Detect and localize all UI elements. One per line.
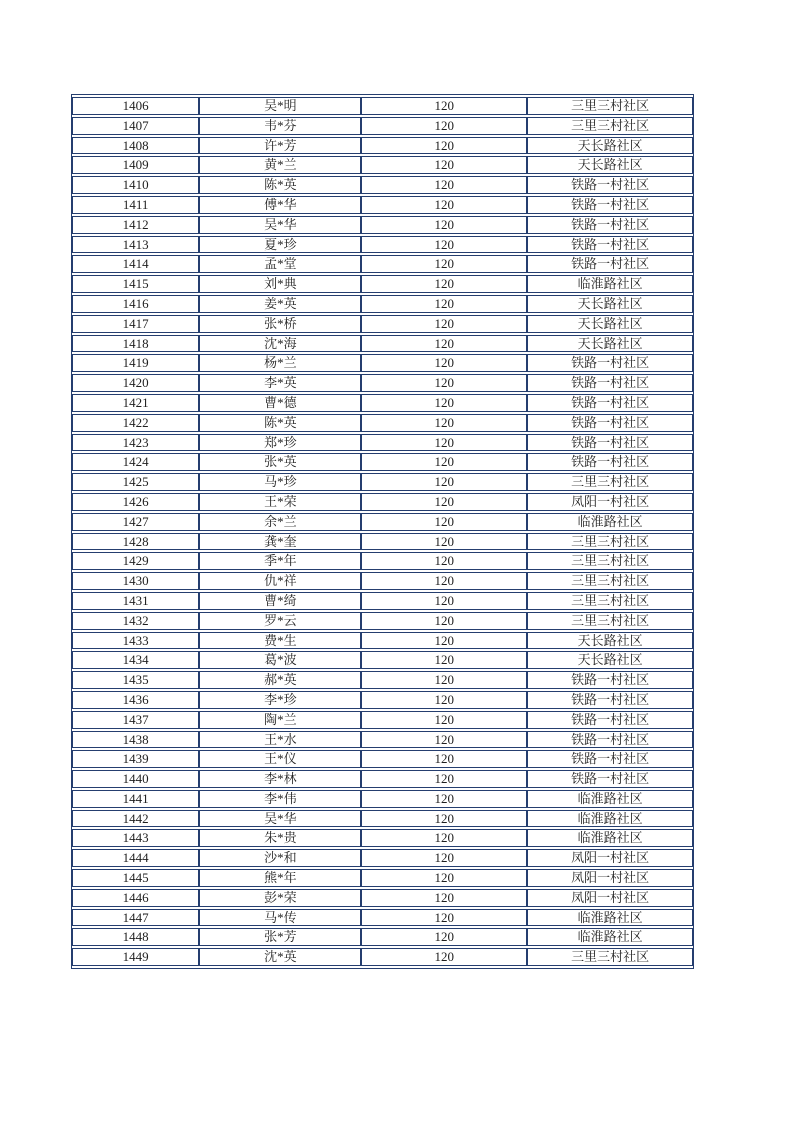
cell-amount: 120 (361, 453, 527, 471)
cell-community: 天长路社区 (527, 651, 693, 669)
cell-masked-name: 郑*珍 (199, 434, 361, 452)
cell-community: 三里三村社区 (527, 572, 693, 590)
cell-amount: 120 (361, 612, 527, 630)
cell-serial-number: 1435 (72, 671, 199, 689)
cell-amount: 120 (361, 889, 527, 907)
cell-amount: 120 (361, 335, 527, 353)
cell-masked-name: 季*年 (199, 552, 361, 570)
table-row (72, 176, 693, 194)
cell-masked-name: 吴*华 (199, 216, 361, 234)
cell-masked-name: 王*水 (199, 731, 361, 749)
cell-amount: 120 (361, 810, 527, 828)
table-row (72, 592, 693, 610)
cell-community: 铁路一村社区 (527, 671, 693, 689)
cell-amount: 120 (361, 137, 527, 155)
table-row (72, 473, 693, 491)
cell-masked-name: 陈*英 (199, 414, 361, 432)
table-row (72, 612, 693, 630)
cell-community: 三里三村社区 (527, 473, 693, 491)
cell-serial-number: 1411 (72, 196, 199, 214)
cell-masked-name: 费*生 (199, 632, 361, 650)
cell-community: 三里三村社区 (527, 97, 693, 115)
cell-amount: 120 (361, 236, 527, 254)
cell-masked-name: 沙*和 (199, 849, 361, 867)
cell-masked-name: 沈*海 (199, 335, 361, 353)
cell-amount: 120 (361, 711, 527, 729)
cell-masked-name: 王*荣 (199, 493, 361, 511)
cell-serial-number: 1446 (72, 889, 199, 907)
table-row (72, 849, 693, 867)
table-row (72, 889, 693, 907)
cell-community: 铁路一村社区 (527, 196, 693, 214)
cell-community: 天长路社区 (527, 315, 693, 333)
cell-amount: 120 (361, 948, 527, 966)
cell-amount: 120 (361, 651, 527, 669)
cell-serial-number: 1448 (72, 928, 199, 946)
table-row (72, 196, 693, 214)
table-row (72, 731, 693, 749)
cell-community: 三里三村社区 (527, 552, 693, 570)
cell-community: 凤阳一村社区 (527, 849, 693, 867)
cell-amount: 120 (361, 117, 527, 135)
cell-community: 天长路社区 (527, 156, 693, 174)
cell-serial-number: 1427 (72, 513, 199, 531)
table-row (72, 295, 693, 313)
cell-serial-number: 1425 (72, 473, 199, 491)
cell-serial-number: 1409 (72, 156, 199, 174)
table-row (72, 651, 693, 669)
table-row (72, 513, 693, 531)
cell-amount: 120 (361, 196, 527, 214)
cell-amount: 120 (361, 513, 527, 531)
cell-community: 铁路一村社区 (527, 394, 693, 412)
cell-community: 凤阳一村社区 (527, 889, 693, 907)
cell-serial-number: 1429 (72, 552, 199, 570)
cell-masked-name: 姜*英 (199, 295, 361, 313)
cell-community: 铁路一村社区 (527, 236, 693, 254)
cell-community: 三里三村社区 (527, 533, 693, 551)
table-row (72, 394, 693, 412)
cell-serial-number: 1418 (72, 335, 199, 353)
cell-amount: 120 (361, 572, 527, 590)
cell-community: 铁路一村社区 (527, 414, 693, 432)
cell-serial-number: 1421 (72, 394, 199, 412)
cell-masked-name: 李*伟 (199, 790, 361, 808)
cell-serial-number: 1417 (72, 315, 199, 333)
table-row (72, 829, 693, 847)
cell-masked-name: 罗*云 (199, 612, 361, 630)
cell-amount: 120 (361, 928, 527, 946)
table-row (72, 335, 693, 353)
cell-community: 凤阳一村社区 (527, 493, 693, 511)
cell-community: 铁路一村社区 (527, 216, 693, 234)
cell-amount: 120 (361, 97, 527, 115)
table-row (72, 711, 693, 729)
cell-community: 临淮路社区 (527, 909, 693, 927)
cell-amount: 120 (361, 156, 527, 174)
table-row (72, 374, 693, 392)
cell-serial-number: 1420 (72, 374, 199, 392)
table-row (72, 552, 693, 570)
cell-amount: 120 (361, 374, 527, 392)
table-row (72, 354, 693, 372)
cell-amount: 120 (361, 829, 527, 847)
cell-serial-number: 1430 (72, 572, 199, 590)
table-row (72, 533, 693, 551)
table-row (72, 275, 693, 293)
cell-masked-name: 吴*华 (199, 810, 361, 828)
cell-serial-number: 1438 (72, 731, 199, 749)
cell-masked-name: 朱*贵 (199, 829, 361, 847)
cell-masked-name: 张*英 (199, 453, 361, 471)
cell-masked-name: 陈*英 (199, 176, 361, 194)
cell-amount: 120 (361, 176, 527, 194)
cell-amount: 120 (361, 533, 527, 551)
cell-serial-number: 1442 (72, 810, 199, 828)
cell-serial-number: 1415 (72, 275, 199, 293)
cell-serial-number: 1426 (72, 493, 199, 511)
table-row (72, 790, 693, 808)
table-row (72, 453, 693, 471)
cell-amount: 120 (361, 750, 527, 768)
cell-community: 临淮路社区 (527, 275, 693, 293)
table-row (72, 770, 693, 788)
cell-serial-number: 1408 (72, 137, 199, 155)
cell-community: 临淮路社区 (527, 829, 693, 847)
cell-amount: 120 (361, 869, 527, 887)
cell-masked-name: 夏*珍 (199, 236, 361, 254)
cell-community: 铁路一村社区 (527, 691, 693, 709)
cell-community: 铁路一村社区 (527, 750, 693, 768)
cell-community: 凤阳一村社区 (527, 869, 693, 887)
cell-amount: 120 (361, 473, 527, 491)
cell-amount: 120 (361, 731, 527, 749)
cell-serial-number: 1422 (72, 414, 199, 432)
cell-community: 三里三村社区 (527, 592, 693, 610)
cell-community: 天长路社区 (527, 335, 693, 353)
table-row (72, 117, 693, 135)
cell-amount: 120 (361, 434, 527, 452)
cell-serial-number: 1439 (72, 750, 199, 768)
table-row (72, 434, 693, 452)
cell-amount: 120 (361, 255, 527, 273)
cell-serial-number: 1424 (72, 453, 199, 471)
cell-serial-number: 1443 (72, 829, 199, 847)
table-body (72, 97, 693, 966)
table-row (72, 691, 693, 709)
cell-serial-number: 1432 (72, 612, 199, 630)
cell-amount: 120 (361, 414, 527, 432)
cell-masked-name: 仇*祥 (199, 572, 361, 590)
cell-amount: 120 (361, 770, 527, 788)
table-row (72, 869, 693, 887)
cell-serial-number: 1449 (72, 948, 199, 966)
table-row (72, 928, 693, 946)
cell-masked-name: 李*珍 (199, 691, 361, 709)
cell-amount: 120 (361, 592, 527, 610)
cell-community: 铁路一村社区 (527, 255, 693, 273)
cell-amount: 120 (361, 315, 527, 333)
cell-community: 铁路一村社区 (527, 711, 693, 729)
cell-serial-number: 1444 (72, 849, 199, 867)
cell-serial-number: 1434 (72, 651, 199, 669)
cell-community: 铁路一村社区 (527, 374, 693, 392)
cell-amount: 120 (361, 909, 527, 927)
cell-amount: 120 (361, 671, 527, 689)
cell-serial-number: 1410 (72, 176, 199, 194)
cell-serial-number: 1441 (72, 790, 199, 808)
cell-community: 临淮路社区 (527, 810, 693, 828)
table-row (72, 493, 693, 511)
cell-serial-number: 1414 (72, 255, 199, 273)
cell-masked-name: 熊*年 (199, 869, 361, 887)
cell-masked-name: 刘*典 (199, 275, 361, 293)
cell-amount: 120 (361, 632, 527, 650)
cell-amount: 120 (361, 394, 527, 412)
table-row (72, 137, 693, 155)
table-row (72, 315, 693, 333)
cell-serial-number: 1407 (72, 117, 199, 135)
cell-masked-name: 葛*波 (199, 651, 361, 669)
cell-masked-name: 马*传 (199, 909, 361, 927)
cell-community: 天长路社区 (527, 137, 693, 155)
cell-serial-number: 1406 (72, 97, 199, 115)
cell-masked-name: 黄*兰 (199, 156, 361, 174)
cell-masked-name: 曹*绮 (199, 592, 361, 610)
cell-community: 铁路一村社区 (527, 176, 693, 194)
cell-amount: 120 (361, 790, 527, 808)
table-row (72, 572, 693, 590)
table-row (72, 948, 693, 966)
cell-serial-number: 1440 (72, 770, 199, 788)
cell-serial-number: 1416 (72, 295, 199, 313)
cell-amount: 120 (361, 552, 527, 570)
table-row (72, 671, 693, 689)
cell-serial-number: 1437 (72, 711, 199, 729)
cell-serial-number: 1423 (72, 434, 199, 452)
cell-amount: 120 (361, 354, 527, 372)
cell-serial-number: 1436 (72, 691, 199, 709)
beneficiary-table (71, 94, 694, 969)
cell-serial-number: 1413 (72, 236, 199, 254)
cell-masked-name: 张*芳 (199, 928, 361, 946)
cell-masked-name: 吴*明 (199, 97, 361, 115)
cell-serial-number: 1412 (72, 216, 199, 234)
cell-community: 铁路一村社区 (527, 354, 693, 372)
cell-community: 天长路社区 (527, 632, 693, 650)
cell-masked-name: 韦*芬 (199, 117, 361, 135)
cell-serial-number: 1431 (72, 592, 199, 610)
cell-amount: 120 (361, 275, 527, 293)
cell-serial-number: 1447 (72, 909, 199, 927)
table-row (72, 632, 693, 650)
cell-community: 天长路社区 (527, 295, 693, 313)
cell-masked-name: 沈*英 (199, 948, 361, 966)
cell-community: 铁路一村社区 (527, 770, 693, 788)
table-row (72, 236, 693, 254)
cell-masked-name: 杨*兰 (199, 354, 361, 372)
table-row (72, 97, 693, 115)
cell-masked-name: 李*林 (199, 770, 361, 788)
cell-community: 三里三村社区 (527, 117, 693, 135)
cell-community: 三里三村社区 (527, 948, 693, 966)
cell-serial-number: 1445 (72, 869, 199, 887)
table-row (72, 909, 693, 927)
cell-amount: 120 (361, 691, 527, 709)
cell-serial-number: 1433 (72, 632, 199, 650)
cell-amount: 120 (361, 295, 527, 313)
cell-community: 铁路一村社区 (527, 434, 693, 452)
cell-amount: 120 (361, 216, 527, 234)
cell-masked-name: 郝*英 (199, 671, 361, 689)
cell-masked-name: 马*珍 (199, 473, 361, 491)
cell-community: 临淮路社区 (527, 790, 693, 808)
cell-masked-name: 张*桥 (199, 315, 361, 333)
cell-community: 临淮路社区 (527, 928, 693, 946)
cell-masked-name: 傅*华 (199, 196, 361, 214)
cell-community: 临淮路社区 (527, 513, 693, 531)
cell-serial-number: 1428 (72, 533, 199, 551)
cell-community: 铁路一村社区 (527, 731, 693, 749)
cell-masked-name: 龚*奎 (199, 533, 361, 551)
table-row (72, 414, 693, 432)
cell-masked-name: 李*英 (199, 374, 361, 392)
cell-masked-name: 王*仪 (199, 750, 361, 768)
table-row (72, 750, 693, 768)
cell-masked-name: 陶*兰 (199, 711, 361, 729)
table-row (72, 216, 693, 234)
cell-community: 三里三村社区 (527, 612, 693, 630)
cell-masked-name: 孟*堂 (199, 255, 361, 273)
table-row (72, 255, 693, 273)
table-row (72, 810, 693, 828)
cell-masked-name: 余*兰 (199, 513, 361, 531)
cell-community: 铁路一村社区 (527, 453, 693, 471)
cell-masked-name: 许*芳 (199, 137, 361, 155)
cell-amount: 120 (361, 849, 527, 867)
cell-masked-name: 彭*荣 (199, 889, 361, 907)
cell-amount: 120 (361, 493, 527, 511)
cell-masked-name: 曹*德 (199, 394, 361, 412)
table-row (72, 156, 693, 174)
cell-serial-number: 1419 (72, 354, 199, 372)
